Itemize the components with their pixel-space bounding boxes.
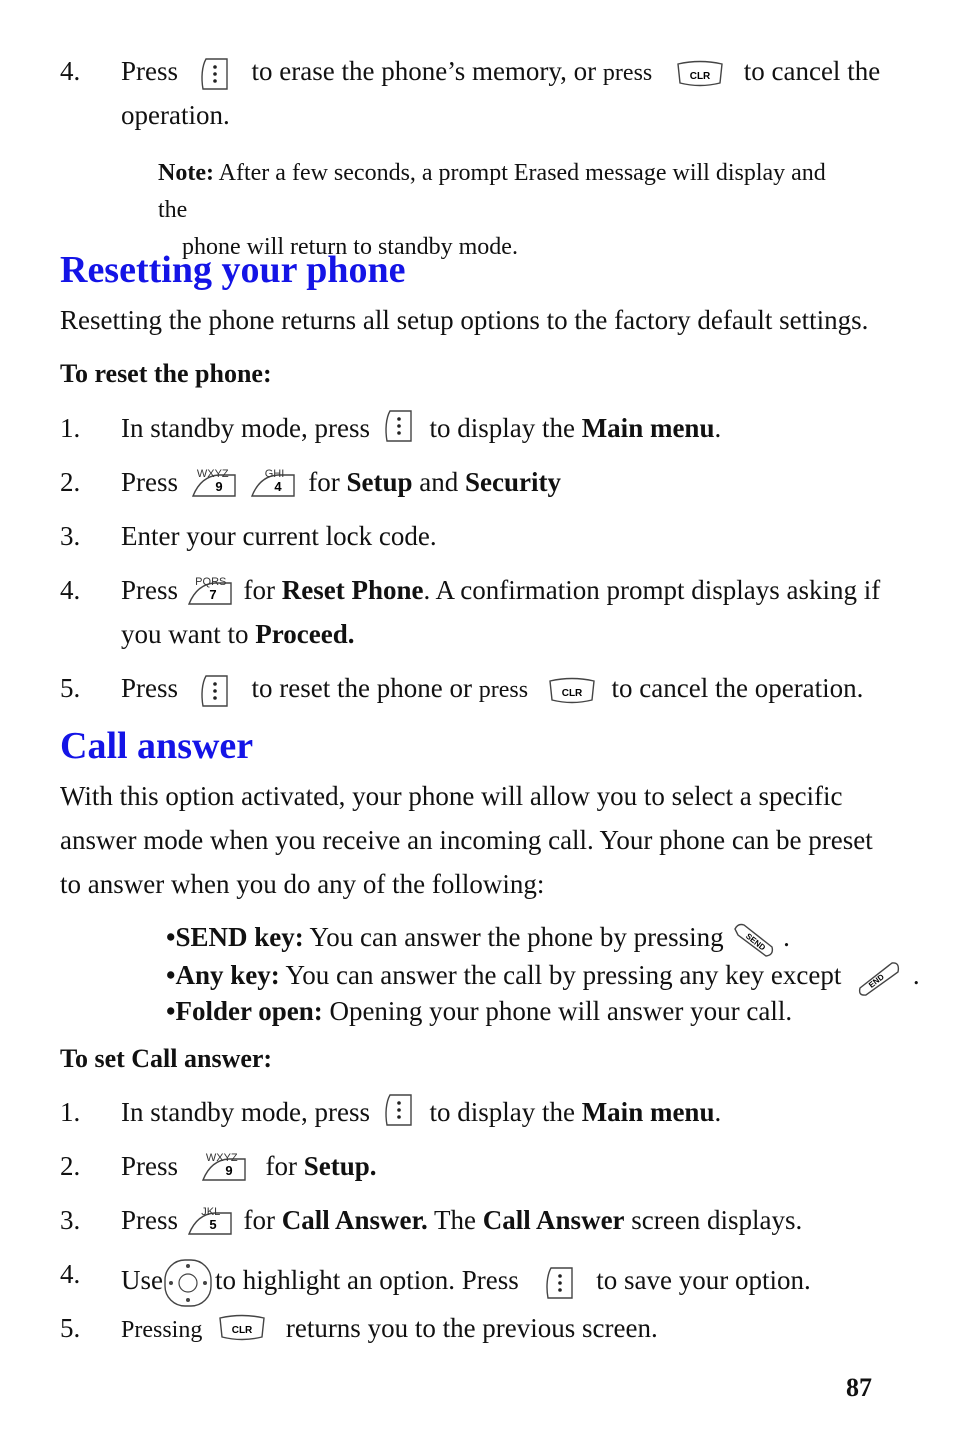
step-word: Press [121,673,179,703]
clr-key-label: CLR [561,687,583,699]
step-bold: Call Answer [482,1205,625,1235]
step-bold: Setup [346,467,413,497]
bullet-label: •Any key: [166,960,280,991]
step-bold: Reset Phone [281,575,424,605]
menu-key-icon [377,418,423,444]
key-digit: 4 [273,478,282,494]
subheading: To set Call answer: [60,1044,273,1073]
step-word: In standby mode, press [121,1097,370,1127]
bullet-folder-open [166,995,792,1027]
clr-key-icon [209,1319,279,1343]
key-9-icon [185,467,241,498]
step-text [121,1150,377,1182]
step-word: Pressing [121,1317,203,1343]
step-word: to cancel the operation. [611,673,864,703]
step-word: returns you to the previous screen. [285,1313,658,1343]
step-number: 4. [60,575,81,605]
send-key-icon [730,921,776,959]
key-letters: WXYZ [196,467,229,480]
bullet-any-key [166,958,920,998]
step-number: 4. [60,1259,81,1289]
step-word: for [243,1205,275,1235]
step-word: . [714,413,722,443]
step-word: The [434,1205,477,1235]
step-word: you want to [121,619,249,649]
step-word: press [602,60,653,86]
section-description: With this option activated, your phone will allow you to select a specific answer mode when you receive an incoming call. Your phone can be preset to answer when you do any of the following: [60,781,873,899]
step-bold: Main menu [581,413,715,443]
key-letters: PQRS [195,575,227,588]
bullet-label: •Folder open: [166,996,323,1026]
clr-key-label: CLR [231,1324,253,1336]
note-text: phone will return to standby mode. [182,234,518,260]
page-number: 87 [846,1373,872,1402]
step-word: screen displays. [631,1205,803,1235]
step-text [121,1312,658,1346]
step-number: 3. [60,521,81,551]
step-bold: Main menu [581,1097,715,1127]
step-number: 2. [60,467,81,497]
step-word: to highlight an option. Press [215,1265,519,1296]
end-key-label: END [867,972,886,990]
step-text [121,1096,721,1128]
key-9-icon [185,1151,259,1182]
key-5-icon [185,1205,237,1236]
step-word: to save your option. [596,1265,811,1296]
step-word: Press [121,575,179,605]
step-text: Enter your current lock code. [121,521,437,551]
step-word: Press [121,467,179,497]
end-key-icon [848,958,906,998]
section-title-reset: Resetting your phone [60,249,406,291]
step-word: for [308,467,340,497]
bullet-text: Opening your phone will answer your call. [329,996,793,1026]
clr-key-label: CLR [689,70,711,82]
bullet-text: You can answer the call by pressing any key except [285,960,842,991]
step-number: 5. [60,673,81,703]
step-word: . A confirmation prompt displays asking if [423,575,881,605]
send-key-label: SEND [744,931,768,953]
step-word: Press [121,56,179,86]
step-number: 5. [60,1313,81,1343]
step-word: . [714,1097,722,1127]
step-word: to reset the phone or [251,673,472,703]
step-number: 4. [60,56,81,86]
key-digit: 9 [225,1162,233,1178]
step-text [121,466,561,498]
step-word: to display the [429,1097,575,1127]
key-letters: JKL [201,1205,221,1218]
menu-key-icon [185,56,245,92]
step-text [121,574,880,606]
bullet-text: You can answer the phone by pressing [309,922,724,953]
step-bold: Security [465,467,561,497]
step-word: for [243,575,275,605]
clr-key-icon [535,676,605,706]
key-4-icon [248,467,302,498]
key-digit: 5 [209,1216,217,1232]
section-title-call-answer: Call answer [60,725,254,767]
step-word: to erase the phone’s memory, or [251,56,597,86]
note-text: After a few seconds, a prompt Erased message will display and the [158,160,826,223]
subheading: To reset the phone: [60,359,272,388]
key-letters: GHI [264,467,285,480]
step-number: 3. [60,1205,81,1235]
bullet-text: . [783,922,790,953]
step-text-continued [121,618,354,650]
navigation-key-icon [163,1258,215,1308]
step-text [121,1258,811,1308]
step-word: for [265,1151,297,1181]
bullet-label: •SEND key: [166,922,304,953]
key-digit: 7 [209,586,217,602]
step-text [121,1204,802,1236]
menu-key-icon [377,1102,423,1128]
step-number: 2. [60,1151,81,1181]
step-word: Press [121,1205,179,1235]
step-word: to cancel the [743,56,881,86]
step-word: Use [121,1265,163,1296]
bullet-send-key [166,921,790,959]
step-number: 1. [60,1097,81,1127]
step-bold: Proceed. [255,619,355,649]
step-word: Press [121,1151,179,1181]
step-text-continued: operation. [121,100,230,130]
step-bold: Setup. [303,1151,377,1181]
step-word: to display the [429,413,575,443]
note-label: Note: [158,160,214,186]
step-word: In standby mode, press [121,413,370,443]
menu-key-icon [185,673,245,709]
bullet-text: . [912,960,920,991]
step-text [121,412,721,444]
key-7-icon [185,575,237,606]
step-text [121,672,863,709]
step-bold: Call Answer. [281,1205,428,1235]
key-letters: WXYZ [205,1151,238,1164]
key-digit: 9 [215,478,223,494]
step-text [121,55,880,92]
clr-key-icon [659,59,737,89]
menu-key-icon [526,1265,590,1301]
step-word: press [478,677,529,703]
step-word: and [419,467,459,497]
step-number: 1. [60,413,81,443]
section-description: Resetting the phone returns all setup options to the factory default settings. [60,305,869,335]
